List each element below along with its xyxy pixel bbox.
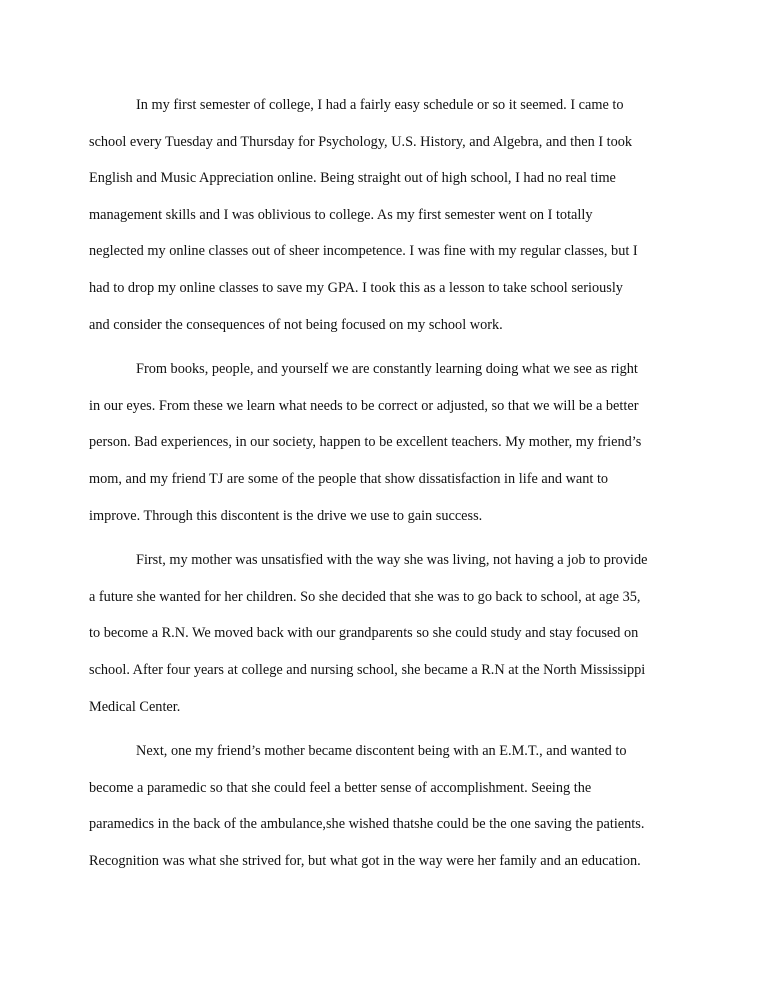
text-line: school every Tuesday and Thursday for Psychology, U.S. History, and Algebra, and then I took — [89, 133, 633, 150]
text-line: school. After four years at college and nursing school, she became a R.N at the North Mississippi — [89, 661, 646, 678]
paragraph-mother — [89, 542, 681, 725]
text-line: From books, people, and yourself we are constantly learning doing what we see as right — [136, 361, 638, 378]
text-line: improve. Through this discontent is the drive we use to gain success. — [89, 507, 483, 524]
text-line: a future she wanted for her children. So she decided that she was to go back to school, at age 35, — [89, 588, 641, 605]
text-line: neglected my online classes out of sheer incompetence. I was fine with my regular classes, but I — [89, 243, 638, 260]
text-line: in our eyes. From these we learn what needs to be correct or adjusted, so that we will be a better — [89, 397, 639, 414]
paragraph-first-semester — [89, 87, 681, 343]
paragraph-friends-mother — [89, 733, 681, 879]
text-line: person. Bad experiences, in our society, happen to be excellent teachers. My mother, my friend’s — [89, 434, 642, 451]
text-line: and consider the consequences of not being focused on my school work. — [89, 316, 503, 333]
document-body — [89, 87, 681, 887]
text-line: In my first semester of college, I had a fairly easy schedule or so it seemed. I came to — [136, 97, 624, 113]
text-line: Recognition was what she strived for, but what got in the way were her family and an education. — [89, 852, 641, 869]
text-line: mom, and my friend TJ are some of the people that show dissatisfaction in life and want to — [89, 470, 609, 487]
text-line: had to drop my online classes to save my GPA. I took this as a lesson to take school seriously — [89, 279, 623, 296]
text-line: paramedics in the back of the ambulance,she wished thatshe could be the one saving the patients. — [89, 816, 645, 833]
text-line: management skills and I was oblivious to college. As my first semester went on I totally — [89, 206, 593, 223]
text-line: to become a R.N. We moved back with our grandparents so she could study and stay focused on — [89, 625, 639, 642]
text-line: English and Music Appreciation online. Being straight out of high school, I had no real time — [89, 170, 616, 187]
text-line: Medical Center. — [89, 698, 181, 715]
paragraph-learning — [89, 351, 681, 534]
text-line: become a paramedic so that she could feel a better sense of accomplishment. Seeing the — [89, 779, 592, 796]
text-line: Next, one my friend’s mother became discontent being with an E.M.T., and wanted to — [136, 743, 627, 760]
text-line: First, my mother was unsatisfied with the way she was living, not having a job to provide — [136, 552, 648, 569]
